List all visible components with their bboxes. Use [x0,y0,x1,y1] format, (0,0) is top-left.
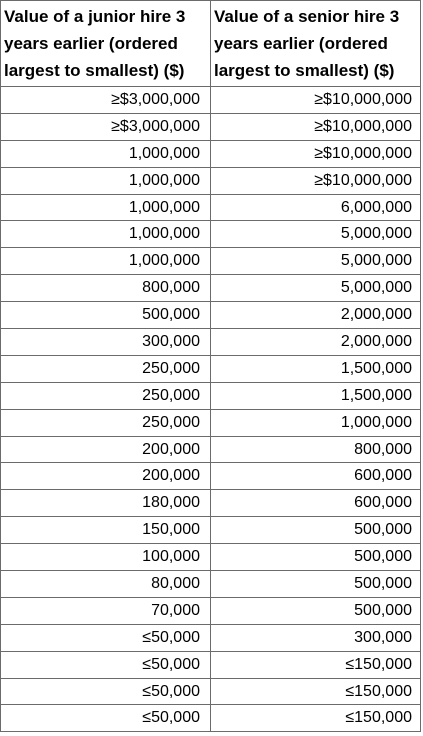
header-line: Value of a junior hire 3 [4,7,186,26]
table-row [1,140,421,167]
junior-hire-value-cell: 800,000 [1,275,211,302]
junior-hire-value-cell: 150,000 [1,517,211,544]
table-row [1,382,421,409]
junior-hire-value-cell: 80,000 [1,571,211,598]
senior-hire-value-cell: ≤150,000 [211,705,421,732]
junior-hire-value-cell: 200,000 [1,463,211,490]
table-row [1,463,421,490]
table-row [1,517,421,544]
table-row [1,329,421,356]
header-senior-hire [211,1,421,87]
junior-hire-value-cell: ≥$3,000,000 [1,113,211,140]
table-body [1,87,421,732]
header-line: largest to smallest) ($) [214,61,395,80]
junior-hire-value-cell: 70,000 [1,597,211,624]
junior-hire-value-cell: 250,000 [1,409,211,436]
senior-hire-value-cell: 1,000,000 [211,409,421,436]
table-row [1,705,421,732]
header-line: years earlier (ordered [214,34,388,53]
junior-hire-value-cell: ≥$3,000,000 [1,87,211,114]
table-row [1,194,421,221]
senior-hire-value-cell: ≥$10,000,000 [211,87,421,114]
junior-hire-value-cell: 500,000 [1,302,211,329]
table-row [1,571,421,598]
senior-hire-value-cell: 800,000 [211,436,421,463]
junior-hire-value-cell: 1,000,000 [1,248,211,275]
table-row [1,624,421,651]
header-line: Value of a senior hire 3 [214,7,400,26]
table-row [1,248,421,275]
header-line: years earlier (ordered [4,34,178,53]
senior-hire-value-cell: 6,000,000 [211,194,421,221]
junior-hire-value-cell: ≤50,000 [1,678,211,705]
table-header [1,1,421,87]
junior-hire-value-cell: 180,000 [1,490,211,517]
senior-hire-value-cell: 1,500,000 [211,382,421,409]
table-row [1,409,421,436]
senior-hire-value-cell: 600,000 [211,490,421,517]
junior-hire-value-cell: 1,000,000 [1,194,211,221]
junior-hire-value-cell: 250,000 [1,355,211,382]
junior-hire-value-cell: 250,000 [1,382,211,409]
table-row [1,597,421,624]
senior-hire-value-cell: 300,000 [211,624,421,651]
senior-hire-value-cell: ≥$10,000,000 [211,113,421,140]
table-row [1,678,421,705]
junior-hire-value-cell: 1,000,000 [1,221,211,248]
table-row [1,490,421,517]
table-row [1,651,421,678]
header-line: largest to smallest) ($) [4,61,185,80]
senior-hire-value-cell: ≥$10,000,000 [211,167,421,194]
senior-hire-value-cell: 500,000 [211,544,421,571]
header-junior-hire [1,1,211,87]
table-row [1,221,421,248]
senior-hire-value-cell: ≤150,000 [211,678,421,705]
senior-hire-value-cell: 5,000,000 [211,248,421,275]
senior-hire-value-cell: 2,000,000 [211,302,421,329]
junior-hire-value-cell: ≤50,000 [1,705,211,732]
table-row [1,436,421,463]
junior-hire-value-cell: 100,000 [1,544,211,571]
senior-hire-value-cell: 5,000,000 [211,221,421,248]
senior-hire-value-cell: ≥$10,000,000 [211,140,421,167]
senior-hire-value-cell: 1,500,000 [211,355,421,382]
junior-hire-value-cell: ≤50,000 [1,651,211,678]
table-row [1,87,421,114]
table-row [1,275,421,302]
senior-hire-value-cell: 2,000,000 [211,329,421,356]
junior-hire-value-cell: 200,000 [1,436,211,463]
header-row [1,1,421,87]
senior-hire-value-cell: 600,000 [211,463,421,490]
table-row [1,355,421,382]
table-row [1,544,421,571]
table-row [1,113,421,140]
senior-hire-value-cell: 500,000 [211,517,421,544]
senior-hire-value-cell: 5,000,000 [211,275,421,302]
table-row [1,167,421,194]
senior-hire-value-cell: 500,000 [211,571,421,598]
table-row [1,302,421,329]
junior-hire-value-cell: 1,000,000 [1,167,211,194]
junior-hire-value-cell: 300,000 [1,329,211,356]
junior-hire-value-cell: 1,000,000 [1,140,211,167]
senior-hire-value-cell: ≤150,000 [211,651,421,678]
senior-hire-value-cell: 500,000 [211,597,421,624]
junior-hire-value-cell: ≤50,000 [1,624,211,651]
